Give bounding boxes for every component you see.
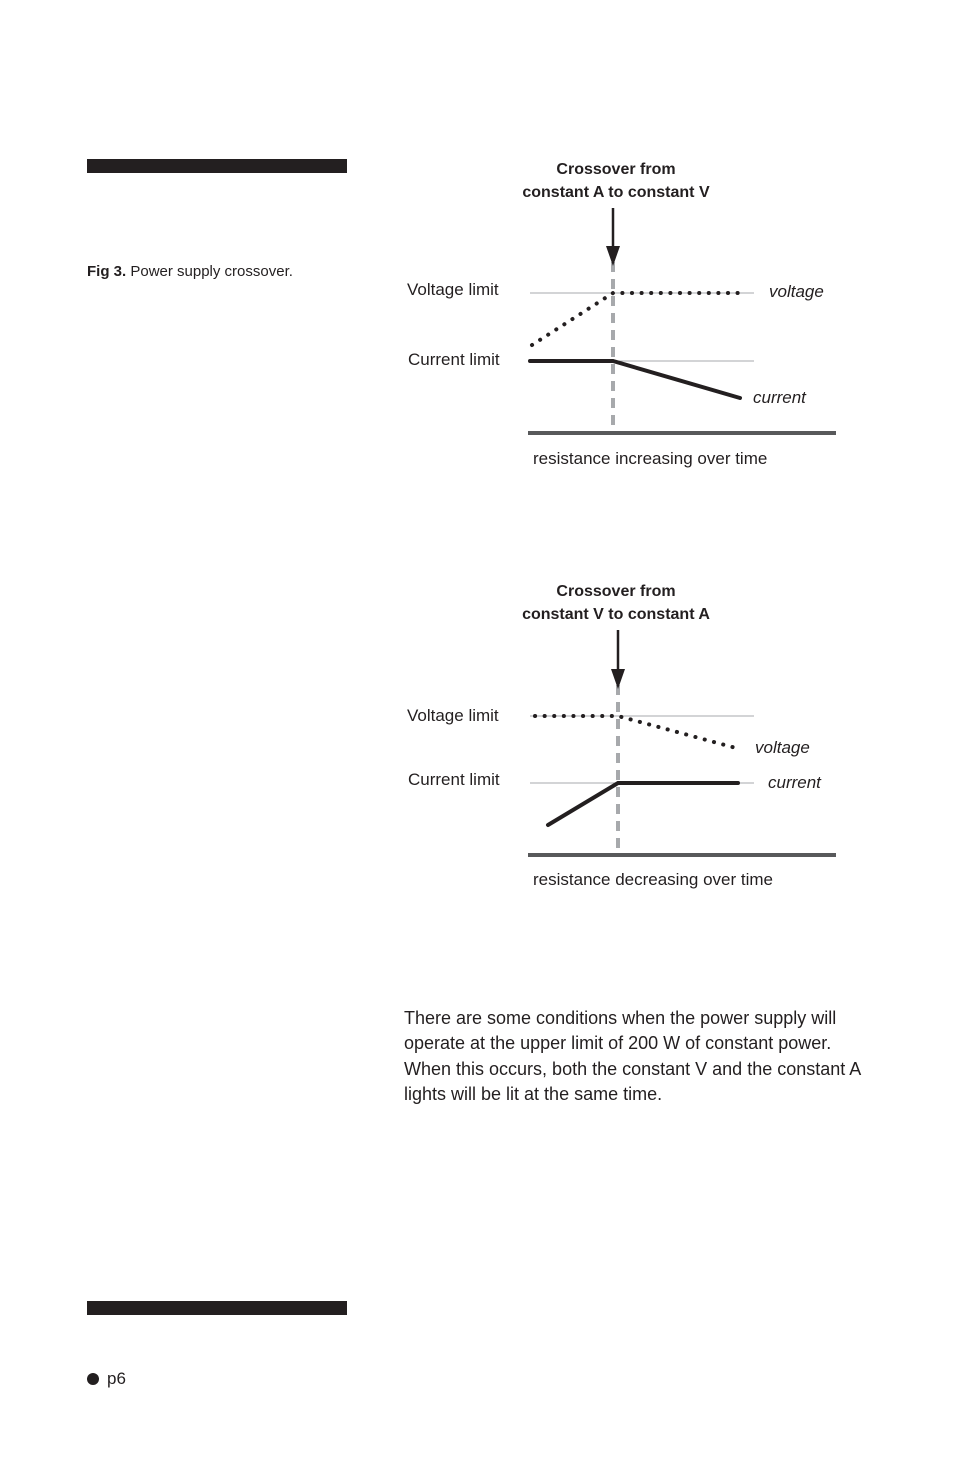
current-series-label: current xyxy=(768,773,821,792)
voltage-curve xyxy=(535,716,736,748)
voltage-limit-label: Voltage limit xyxy=(407,706,499,725)
figure-caption xyxy=(87,263,293,280)
bullet-icon xyxy=(87,1373,99,1385)
page-number xyxy=(87,1369,126,1389)
voltage-series-label: voltage xyxy=(769,282,824,301)
current-curve xyxy=(530,361,740,398)
diagram-v-to-a-header xyxy=(516,580,716,626)
diagram-a-to-v-header xyxy=(516,158,716,204)
header-line-1: Crossover from xyxy=(556,583,676,600)
voltage-curve xyxy=(532,293,740,345)
bottom-divider-bar xyxy=(87,1301,347,1315)
voltage-series-label: voltage xyxy=(755,738,810,757)
current-limit-label: Current limit xyxy=(408,350,500,369)
crossover-arrow-head xyxy=(606,246,620,266)
current-curve xyxy=(548,783,738,825)
current-limit-label: Current limit xyxy=(408,770,500,789)
figure-caption-label: Fig 3. xyxy=(87,263,127,280)
body-paragraph: There are some conditions when the power supply will operate at the upper limit of 200 W of constant power. When this occurs, both the constant V and the constant A lights will be lit at the same time. xyxy=(404,1008,861,1104)
diagram-v-to-a xyxy=(400,572,850,912)
current-series-label: current xyxy=(753,388,806,407)
axis-label: resistance decreasing over time xyxy=(533,870,774,889)
top-divider-bar xyxy=(87,159,347,173)
header-line-2: constant A to constant V xyxy=(522,184,710,201)
header-line-2: constant V to constant A xyxy=(522,606,710,623)
axis-label: resistance increasing over time xyxy=(533,449,768,468)
header-line-1: Crossover from xyxy=(556,161,676,178)
figure-caption-text: Power supply crossover. xyxy=(130,263,293,280)
crossover-arrow-head xyxy=(611,669,625,689)
page-number-text: p6 xyxy=(107,1369,126,1388)
diagram-a-to-v xyxy=(400,150,850,490)
voltage-limit-label: Voltage limit xyxy=(407,280,499,299)
